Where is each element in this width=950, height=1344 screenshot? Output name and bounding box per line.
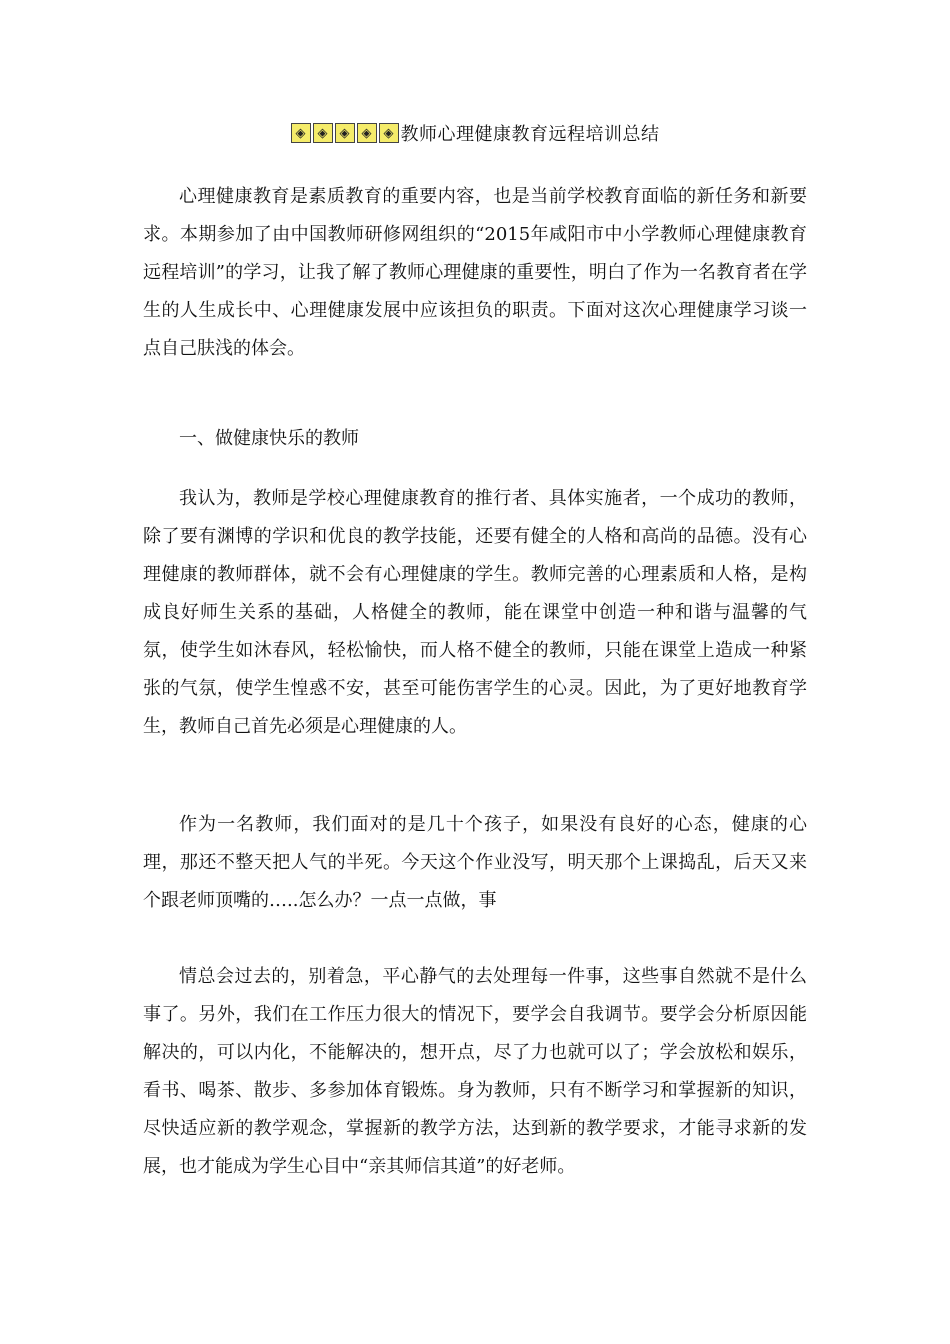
paragraph-self-adjust-block (143, 958, 807, 1186)
paragraph-daily-work-block (143, 806, 807, 920)
glyph-box: ◈ (291, 123, 311, 143)
glyph-box: ◈ (313, 123, 333, 143)
title-text: 教师心理健康教育远程培训总结 (400, 124, 660, 145)
glyph-box: ◈ (335, 123, 355, 143)
glyph-box: ◈ (379, 123, 399, 143)
document-title (0, 120, 950, 146)
glyph-box: ◈ (357, 123, 377, 143)
unknown-glyph-icon (291, 123, 399, 143)
section-heading: 一、做健康快乐的教师 (179, 428, 359, 449)
paragraph-teacher-role: 我认为，教师是学校心理健康教育的推行者、具体实施者，一个成功的教师，除了要有渊博的学识和优良的教学技能，还要有健全的人格和高尚的品德。没有心理健康的教师群体，就不会有心理健康的学生。教师完善的心理素质和人格，是构成良好师生关系的基础，人格健全的教师，能在课堂中创造一种和谐与温馨的气氛，使学生如沐春风，轻松愉快，而人格不健全的教师，只能在课堂上造成一种紧张的气氛，使学生惶惑不安，甚至可能伤害学生的心灵。因此，为了更好地教育学生，教师自己首先必须是心理健康的人。 (143, 488, 807, 737)
paragraph-self-adjust: 情总会过去的，别着急，平心静气的去处理每一件事，这些事自然就不是什么事了。另外，我们在工作压力很大的情况下，要学会自我调节。要学会分析原因能解决的，可以内化，不能解决的，想开点，尽了力也就可以了；学会放松和娱乐，看书、喝茶、散步、多参加体育锻炼。身为教师，只有不断学习和掌握新的知识，尽快适应新的教学观念，掌握新的教学方法，达到新的教学要求，才能寻求新的发展，也才能成为学生心目中“亲其师信其道”的好老师。 (143, 966, 807, 1177)
section-heading-block (143, 420, 807, 458)
paragraph-daily-work: 作为一名教师，我们面对的是几十个孩子，如果没有良好的心态，健康的心理，那还不整天把人气的半死。今天这个作业没写，明天那个上课捣乱，后天又来个跟老师顶嘴的…..怎么办？一点一点做，事 (143, 814, 807, 911)
paragraph-intro: 心理健康教育是素质教育的重要内容，也是当前学校教育面临的新任务和新要求。本期参加了由中国教师研修网组织的“2015年咸阳市中小学教师心理健康教育远程培训”的学习，让我了解了教师心理健康的重要性，明白了作为一名教育者在学生的人生成长中、心理健康发展中应该担负的职责。下面对这次心理健康学习谈一点自己肤浅的体会。 (143, 186, 807, 359)
paragraph-teacher-role-block (143, 480, 807, 746)
paragraph-intro-block (143, 178, 807, 368)
